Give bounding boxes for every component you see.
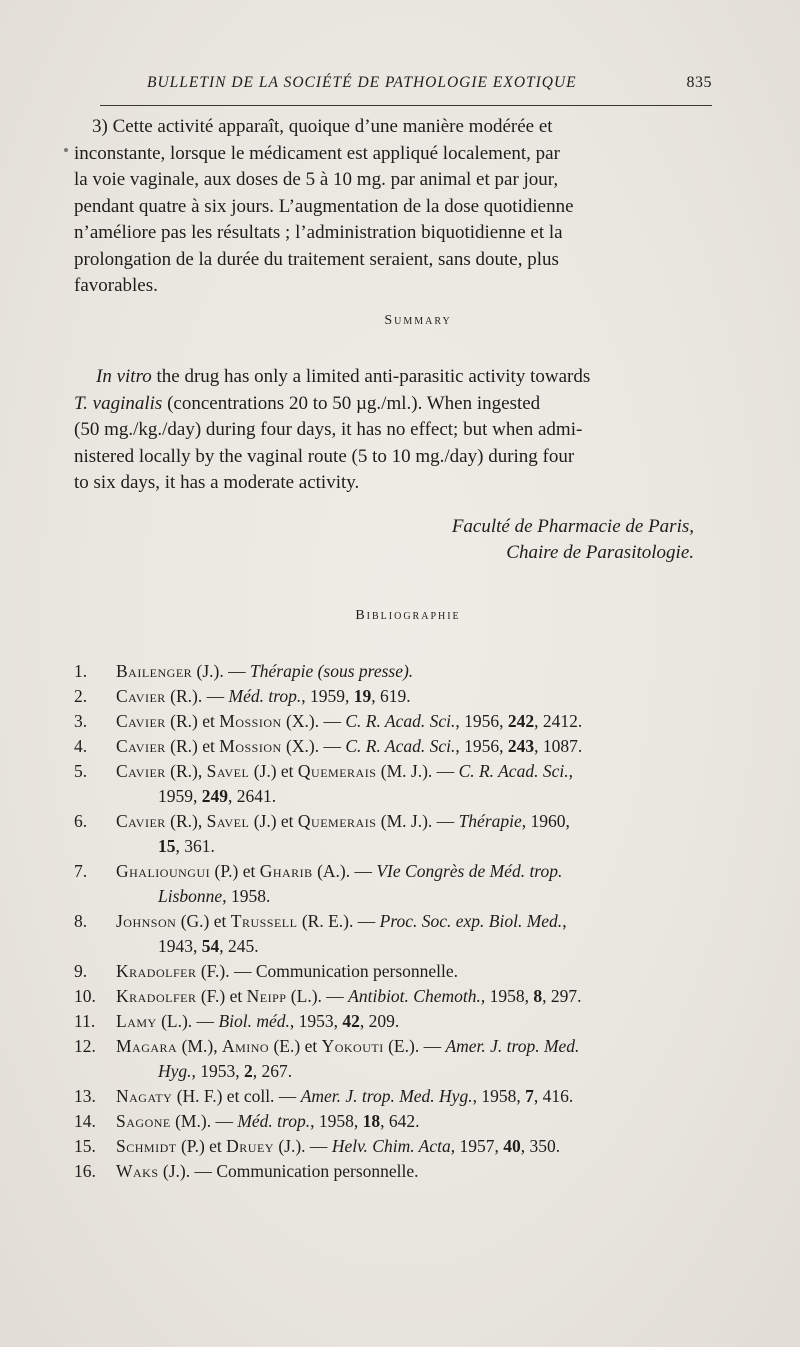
bibliography-heading: Bibliographie	[355, 608, 461, 623]
summary-text: (concentrations 20 to 50 µg./ml.). When ingested	[162, 392, 541, 414]
reference-text: (J.). —	[192, 661, 251, 681]
reference-text: (G.) et	[176, 911, 231, 931]
reference-text: , 2641.	[228, 786, 277, 806]
reference-text: , 1087.	[534, 736, 583, 756]
reference-item	[74, 659, 724, 684]
reference-text: Cavier	[116, 761, 166, 781]
reference-text: , 1959,	[301, 686, 354, 706]
reference-text: Cavier	[116, 736, 166, 756]
summary-line: to six days, it has a moderate activity.	[74, 472, 360, 493]
reference-text: (J.) et	[249, 761, 298, 781]
reference-number: 7.	[74, 861, 88, 881]
reference-text: Magara	[116, 1036, 178, 1056]
paragraph-line: la voie vaginale, aux doses de 5 à 10 mg. par animal et par jour,	[74, 169, 559, 190]
reference-body	[116, 711, 582, 731]
reference-text: (J.). — Communication personnelle.	[158, 1161, 419, 1181]
reference-continuation	[74, 934, 724, 959]
reference-text: , 245.	[219, 936, 259, 956]
reference-text: Lisbonne	[158, 886, 223, 906]
reference-text: , 2412.	[534, 711, 583, 731]
reference-body	[116, 811, 570, 831]
reference-text: Cavier	[116, 711, 166, 731]
reference-body	[116, 1086, 573, 1106]
reference-text: (E.). —	[383, 1036, 446, 1056]
summary-line: (50 mg./kg./day) during four days, it has no effect; but when admi-	[74, 419, 583, 440]
reference-text: , 1958,	[310, 1111, 363, 1131]
summary-paragraph	[74, 364, 710, 497]
page-number: 835	[686, 74, 712, 91]
reference-text: ,	[568, 761, 573, 781]
reference-text: , 350.	[520, 1136, 561, 1156]
paragraph-line: favorables.	[74, 275, 158, 296]
reference-text: (R.),	[165, 761, 207, 781]
reference-text: Neipp	[246, 986, 287, 1006]
reference-text: 40	[503, 1136, 521, 1156]
reference-item	[74, 1134, 724, 1159]
reference-text: (H. F.) et coll. —	[172, 1086, 301, 1106]
reference-text: , 642.	[380, 1111, 420, 1131]
paragraph-line: inconstante, lorsque le médicament est appliqué localement, par	[74, 142, 560, 164]
reference-text: Amino	[221, 1036, 270, 1056]
reference-text: Mossion	[219, 736, 282, 756]
reference-text: (R.) et	[165, 736, 220, 756]
reference-text: (F.). — Communication personnelle.	[196, 961, 459, 981]
reference-body	[116, 1011, 399, 1031]
journal-title: BULLETIN DE LA SOCIÉTÉ DE PATHOLOGIE EXOTIQUE	[147, 74, 577, 91]
reference-text: 249	[201, 786, 228, 806]
reference-number: 1.	[74, 661, 88, 681]
reference-item	[74, 1084, 724, 1109]
reference-text: Savel	[206, 811, 250, 831]
reference-text: 1943,	[158, 936, 202, 956]
reference-item	[74, 859, 724, 909]
reference-text: , 619.	[371, 686, 411, 706]
ink-speck	[64, 148, 68, 152]
reference-text: Antibiot. Chemoth.	[348, 986, 481, 1006]
reference-body	[116, 686, 411, 706]
reference-continuation	[74, 1059, 724, 1084]
reference-text: 1959,	[158, 786, 202, 806]
reference-text: , 1956,	[455, 711, 508, 731]
reference-text: , 361.	[175, 836, 215, 856]
summary-line	[74, 391, 710, 418]
reference-text: Nagaty	[116, 1086, 173, 1106]
reference-text: 242	[507, 711, 535, 731]
reference-text: , 1958,	[472, 1086, 526, 1106]
reference-item	[74, 809, 724, 859]
reference-text: (F.) et	[196, 986, 247, 1006]
reference-text: VIe Congrès de Méd. trop.	[376, 861, 563, 881]
reference-text: Amer. J. trop. Med. Hyg.	[300, 1086, 473, 1106]
reference-text: (P.) et	[176, 1136, 227, 1156]
reference-number: 3.	[74, 711, 88, 731]
summary-text: the drug has only a limited anti-parasitic activity towards	[151, 366, 591, 387]
reference-text: Ghalioungui	[116, 861, 211, 881]
reference-text: (M.). —	[170, 1111, 238, 1131]
reference-item	[74, 709, 724, 734]
conclusion-paragraph	[74, 114, 710, 300]
reference-text: , 1958,	[480, 986, 534, 1006]
reference-text: (J.). —	[273, 1136, 332, 1156]
reference-item	[74, 1109, 724, 1134]
reference-text: 243	[507, 736, 535, 756]
reference-text: Mossion	[219, 711, 282, 731]
paragraph-line: pendant quatre à six jours. L’augmentation de la dose quotidienne	[74, 195, 574, 217]
reference-continuation	[74, 884, 724, 909]
reference-body	[116, 1136, 560, 1156]
reference-text: 54	[201, 936, 220, 956]
reference-text: Thérapie (sous presse).	[250, 661, 414, 681]
running-header	[100, 74, 712, 98]
reference-body	[116, 1111, 419, 1131]
reference-text: Quemerais	[297, 761, 377, 781]
reference-number: 15.	[74, 1136, 96, 1156]
reference-item	[74, 684, 724, 709]
reference-number: 2.	[74, 686, 88, 706]
reference-text: Johnson	[116, 911, 177, 931]
reference-text: Trussell	[230, 911, 298, 931]
reference-item	[74, 1009, 724, 1034]
reference-text: Kradolfer	[116, 961, 197, 981]
reference-list	[74, 659, 724, 1184]
reference-text: (M. J.). —	[376, 811, 459, 831]
summary-line	[74, 364, 710, 391]
reference-number: 10.	[74, 986, 96, 1006]
reference-text: , 297.	[542, 986, 582, 1006]
reference-text: ,	[562, 911, 567, 931]
reference-text: Druey	[226, 1136, 274, 1156]
reference-text: 42	[342, 1011, 360, 1031]
reference-text: Méd. trop.	[228, 686, 302, 706]
reference-text: Biol. méd.	[218, 1011, 290, 1031]
reference-body	[116, 1161, 419, 1181]
reference-text: Cavier	[116, 686, 166, 706]
reference-item	[74, 759, 724, 809]
affiliation-line: Chaire de Parasitologie.	[506, 542, 694, 563]
reference-text: Schmidt	[116, 1136, 177, 1156]
reference-text: , 1957,	[450, 1136, 504, 1156]
reference-body	[116, 761, 573, 781]
reference-item	[74, 734, 724, 759]
reference-text: (X.). —	[281, 711, 346, 731]
reference-item	[74, 959, 724, 984]
reference-text: Savel	[206, 761, 250, 781]
reference-text: (R.) et	[165, 711, 220, 731]
reference-text: 18	[362, 1111, 381, 1131]
reference-body	[116, 986, 581, 1006]
summary-italic-term: In vitro	[96, 366, 152, 387]
affiliation-line: Faculté de Pharmacie de Paris,	[451, 516, 694, 537]
reference-number: 13.	[74, 1086, 96, 1106]
reference-text: 19	[353, 686, 372, 706]
reference-text: Bailenger	[116, 661, 193, 681]
reference-text: , 1953,	[191, 1061, 245, 1081]
paragraph-line: prolongation de la durée du traitement seraient, sans doute, plus	[74, 248, 559, 270]
reference-text: 2	[244, 1061, 253, 1081]
reference-text: (M. J.). —	[376, 761, 459, 781]
reference-text: , 1960,	[521, 811, 570, 831]
reference-number: 8.	[74, 911, 88, 931]
reference-text: , 267.	[252, 1061, 293, 1081]
reference-number: 16.	[74, 1161, 96, 1181]
reference-text: , 1958.	[222, 886, 271, 906]
reference-number: 4.	[74, 736, 88, 756]
reference-text: (X.). —	[281, 736, 346, 756]
reference-text: Yokouti	[321, 1036, 384, 1056]
reference-text: (M.),	[177, 1036, 222, 1056]
reference-text: (R. E.). —	[297, 911, 380, 931]
reference-text: (R.). —	[165, 686, 229, 706]
reference-text: (J.) et	[249, 811, 298, 831]
reference-text: (L.). —	[286, 986, 349, 1006]
header-rule	[100, 105, 712, 106]
reference-item	[74, 984, 724, 1009]
reference-text: Proc. Soc. exp. Biol. Med.	[379, 911, 563, 931]
reference-text: , 1956,	[455, 736, 508, 756]
summary-italic-term: T. vaginalis	[74, 392, 163, 414]
reference-text: Méd. trop.	[237, 1111, 311, 1131]
reference-text: Hyg.	[158, 1061, 192, 1081]
reference-item	[74, 1034, 724, 1084]
reference-continuation	[74, 834, 724, 859]
reference-text: , 209.	[359, 1011, 400, 1031]
reference-number: 14.	[74, 1111, 96, 1131]
reference-text: C. R. Acad. Sci.	[458, 761, 569, 781]
reference-item	[74, 1159, 724, 1184]
reference-body	[116, 1036, 579, 1056]
reference-item	[74, 909, 724, 959]
reference-body	[116, 661, 413, 681]
reference-number: 9.	[74, 961, 88, 981]
reference-text: , 1953,	[289, 1011, 343, 1031]
reference-text: (P.) et	[210, 861, 260, 881]
reference-number: 12.	[74, 1036, 96, 1056]
reference-text: 7	[525, 1086, 534, 1106]
reference-text: 15	[158, 836, 176, 856]
summary-line: nistered locally by the vaginal route (5 to 10 mg./day) during four	[74, 445, 575, 467]
reference-text: Lamy	[116, 1011, 157, 1031]
reference-text: Gharib	[259, 861, 313, 881]
reference-number: 5.	[74, 761, 88, 781]
reference-body	[116, 911, 567, 931]
paragraph-line: 3) Cette activité apparaît, quoique d’une manière modérée et	[92, 116, 553, 137]
reference-text: (R.),	[165, 811, 207, 831]
reference-text: C. R. Acad. Sci.	[345, 736, 456, 756]
reference-body	[116, 736, 582, 756]
reference-text: C. R. Acad. Sci.	[345, 711, 456, 731]
paragraph-line: n’améliore pas les résultats ; l’administration biquotidienne et la	[74, 222, 563, 243]
summary-heading: Summary	[384, 313, 452, 328]
reference-text: (E.) et	[269, 1036, 322, 1056]
reference-text: Helv. Chim. Acta	[331, 1136, 451, 1156]
reference-text: (L.). —	[156, 1011, 219, 1031]
reference-text: Quemerais	[297, 811, 377, 831]
reference-continuation	[74, 784, 724, 809]
reference-text: Cavier	[116, 811, 166, 831]
reference-text: Waks	[116, 1161, 159, 1181]
reference-text: Sagone	[116, 1111, 171, 1131]
reference-number: 6.	[74, 811, 88, 831]
reference-number: 11.	[74, 1011, 96, 1031]
reference-text: Amer. J. trop. Med.	[445, 1036, 580, 1056]
reference-text: Thérapie	[458, 811, 522, 831]
reference-body	[116, 861, 562, 881]
reference-text: , 416.	[533, 1086, 574, 1106]
reference-text: 8	[533, 986, 543, 1006]
reference-body	[116, 961, 458, 981]
reference-text: (A.). —	[312, 861, 377, 881]
reference-text: Kradolfer	[116, 986, 197, 1006]
